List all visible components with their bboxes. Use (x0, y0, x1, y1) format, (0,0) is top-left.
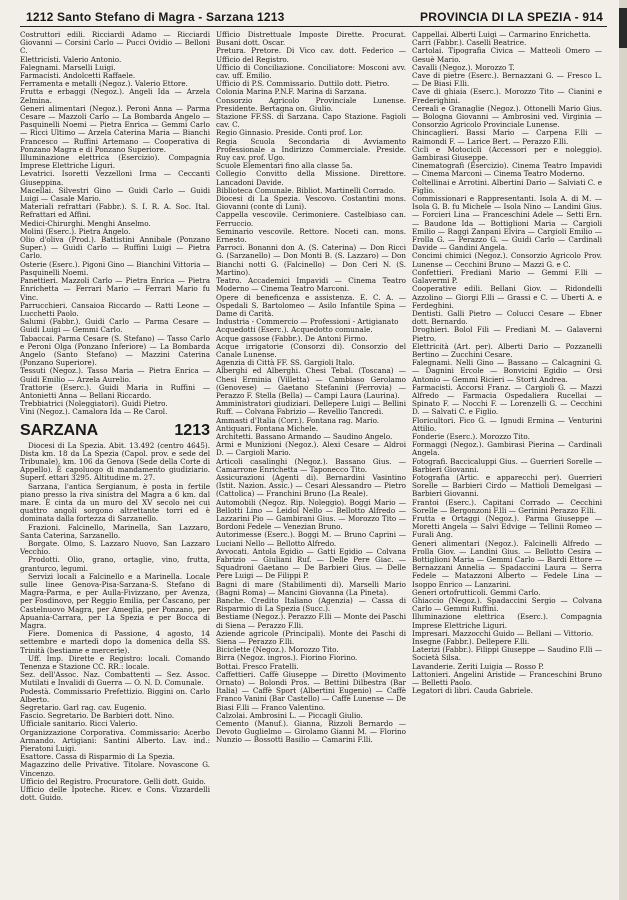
directory-entry: Amministratori giudiziari. Dellepere Luigi — Bellini Ruff. — Colvana Fabrizio — Revellio Tancredi. (216, 399, 406, 417)
directory-entry: Parroci. Bonanni don A. (S. Caterina) — Don Ricci G. (Sarzanello) — Don Monti B. (S. Lazzaro) — Don Bianchi notti G. (Falcinello) — Don Ceri N. (S. Martino). (216, 243, 406, 277)
directory-entry: Birra (Negoz. ingros.). Fiorino Fiorino. (216, 653, 358, 663)
town-description: Prodotti. Olio, grano, ortaglie, vino, frutta, granturco, legumi. (20, 555, 210, 573)
directory-entry: Calzolai. Ambrosini L. — Piccagli Giulio. (216, 710, 363, 720)
header-right: PROVINCIA DI LA SPEZIA - 914 (420, 10, 603, 24)
town-description: Diocesi di La Spezia. Abit. 13.492 (centro 4645). Dista km. 18 da La Spezia (Capol. prov. e sede del Tribunale), km. 106 da Genova (Sede della Corte di Appello). È capoluogo di mandamento giudiziario. Superf. ettari 3295. Altitudine m. 27. (20, 440, 210, 483)
directory-entry: Cappellai. Alberti Luigi — Carmarino Enrichetta. (412, 31, 591, 39)
directory-entry: Frantoi (Eserc.). Capitani Corrado — Cecchini Sorelle — Bergonzoni F.lli — Gerinini Perazzo F.lli. (412, 497, 602, 515)
directory-entry: Consorzio Agricolo Provinciale Lunense. Presidente. Bertagna on. Giulio. (216, 95, 406, 113)
directory-entry: Ufficio del Registro. Procuratore. Gelli dott. Guido. (20, 776, 206, 786)
directory-entry: Trebbiatrici (Noleggiatori). Guidi Pietro. (20, 399, 168, 409)
directory-entry: Antiquari. Fontana Michele. (216, 423, 319, 433)
directory-entry: Agenzia di Città FF. SS. Gargioli Italo. (216, 358, 355, 368)
directory-entry: Cave di pietre (Eserc.). Bernazzani G. — Fresco L. — De Biasi F.lli. (412, 71, 602, 89)
directory-entry: Fotografia (Artic. e apparecchi per). Guerrieri Sorelle — Barbieri Cirdo — Mattioli Demelgasi — Barbieri Giovanni. (412, 472, 602, 499)
directory-entry: Ammasti d'Italia (Corr.). Fontana rag. Mario. (216, 415, 380, 425)
directory-entry: Alberghi ed Alberghi. Chesi Tebal. (Toscana) — Chesi Erminia (Villetta) — Cambiaso Gerolamo (Genovese) — Gaetano Stefanini (Ferrovia) — Perazzo F. Stella (Bella) — Campi Laura (Laurina). (216, 366, 406, 400)
column-2 (216, 31, 406, 897)
directory-entry: Bagni di mare (Stabilimenti di). Marselli Mario (Bagni Roma) — Mancini Giovanna (La Pineta). (216, 579, 406, 597)
directory-entry: Podestà. Commissario Prefettizio. Biggini on. Carlo Alberto. (20, 686, 210, 704)
town-name: SARZANA (20, 421, 99, 439)
directory-entry: Opere di beneficenza e assistenza. E. C. A. — Ospedali S. Bartolomeo — Asilo Infantile Spina — Dame di Carità. (216, 292, 406, 318)
directory-entry: Impresari. Mazzocchi Guido — Bellani — Vittorio. (412, 628, 594, 638)
directory-entry: Levatrici. Isoretti Vezzelloni Irma — Ceccanti Giuseppina. (20, 169, 210, 187)
directory-entry: Acque gassose (Fabbr.). De Antoni Firmo. (216, 333, 368, 343)
directory-entry: Cooperative edili. Bellani Giov. — Ridondelli Azzolino — Giorgi F.lli — Grassi e C. — Uberti A. e Ferdeghini. (412, 284, 602, 310)
directory-entry: Segretario. Garl rag. cav. Eugenio. (20, 703, 147, 713)
directory-entry: Confettieri. Fredianì Mario — Gemmi F.lli — Galavermi P. (412, 267, 602, 286)
directory-entry: Illuminazione elettrica (Eserc.). Compagnia Imprese Elettriche Liguri. (412, 612, 602, 630)
directory-entry: Laterizi (Fabbr.). Filippi Giuseppe — Saudino F.lli — Società Silsa. (412, 645, 602, 663)
directory-entry: Aziende agricole (Principali). Monte dei Paschi di Siena — Perazzo F.lli. (216, 628, 406, 647)
directory-entry: Panettieri. Mazzoli Carlo — Pietra Enrica — Pietra Enrichetta — Ferrari Mario — Ferrari Mario fu Vinc. (20, 276, 210, 302)
directory-entry: Organizzazione Corporativa. Commissario: Acerbo Armando. Artigiani: Santini Alberto. Lav. ind.: Pieratoni Luigi. (20, 727, 210, 754)
town-description: Sarzana, l'antica Sergianum, è posta in fertile piano presso la riva sinistra del Magra a 6 km. dal mare. È cinta da un muro del XV secolo nei cui quattro angoli sorgono altrettante torri ed è dominata dalla fortezza di Sarzanello. (20, 481, 210, 524)
directory-entry: Illuminazione elettrica (Esercizio). Compagnia Imprese Elettriche Liguri. (20, 153, 210, 171)
town-number: 1213 (174, 421, 210, 439)
directory-entry: Generi alimentari (Negoz.). Peroni Anna — Parma Cesare — Mazzoli Carlo — La Bombarda Angelo — Pasquinelli Noemi — Pietra Enrica — Gemmi Carlo — Ricci Ultimo — Arzela Caterina Maria — Bianchi Francesco — Ruffini Artemano — Cooperativa di Ponzano Magra e di Ponzano Superiore. (20, 103, 210, 154)
directory-entry: Fascio. Segretario. De Barbieri dott. Nino. (20, 711, 175, 721)
directory-entry: Colonia Marina P.N.F. Marina di Sarzana. (216, 87, 367, 97)
directory-entry: Cavalli (Negoz.). Morozzo T. (412, 62, 515, 72)
directory-entry: Insegne (Fabbr.). Dellepere F.lli. (412, 637, 530, 647)
directory-entry: Dentisti. Galli Pietro — Colucci Cesare — Ebner dott. Bernardo. (412, 308, 602, 327)
directory-entry: Industria - Commercio — Professioni - Artigianato (216, 317, 399, 327)
town-description: Borgate. Olmo, S. Lazzaro Nuovo, San Lazzaro Vecchio. (20, 538, 210, 557)
directory-entry: Farmacisti. Andolcetti Raffaele. (20, 71, 136, 81)
page-edge (619, 0, 627, 900)
directory-entry: Regia Scuola Secondaria di Avviamento Professionale a Indirizzo Commerciale. Preside. Ruy cav. prof. Ugo. (216, 136, 406, 163)
directory-entry: Biblioteca Comunale. Bibliot. Martinelli Corrado. (216, 185, 396, 195)
directory-entry: Molini (Eserc.). Pietra Angelo. (20, 226, 131, 236)
directory-entry: Ufficio Distrettuale Imposte Dirette. Procurat. Busani dott. Oscar. (216, 31, 406, 48)
directory-entry: Fonderie (Eserc.). Morozzo Tito. (412, 431, 530, 441)
directory-entry: Acquedotti (Eserc.). Acquedotto comunale. (216, 325, 373, 335)
directory-entry: Pretura. Pretore. Di Vico cav. dott. Federico — Ufficio del Registro. (216, 46, 406, 64)
directory-entry: Magazzino delle Privative. Titolare. Novascone G. Vincenzo. (20, 760, 210, 778)
section-title-sarzana (20, 421, 210, 440)
directory-entry: Lavanderie. Zeriti Luigia — Rosso P. (412, 661, 544, 671)
directory-entry: Caffettieri. Caffè Giuseppe — Diretto (Movimento Ornato) — Bolondi Pros. — Bettini Dilbestra (Bar Italia) — Caffè Sport (Albertini Eugenio) — Caffè Franco Vanini (Bar Castello) — Caffè Lunense — De Biasi F.lli — Franco Valentino. (216, 669, 406, 712)
directory-entry: Legatori di libri. Cauda Gabriele. (412, 686, 533, 696)
page-header (20, 10, 607, 27)
directory-entry: Regio Ginnasio. Preside. Conti prof. Lor. (216, 128, 363, 138)
directory-entry: Falegnami. Nelli Gino — Bassano — Calcagnini G. — Dagnini Ercole — Bonvicini Egidio — Orsi Antonio — Gemmi Ricieri — Storti Andrea. (412, 358, 602, 384)
directory-entry: Tessuti (Negoz.). Tasso Maria — Pietra Enrica — Guidi Emilio — Arzela Aurelio. (20, 366, 210, 384)
directory-entry: Diocesi di La Spezia. Vescovo. Costantini mons. Giovanni (conte di Luni). (216, 194, 406, 212)
directory-entry: Scuole Elementari fino alla classe 5a. (216, 161, 353, 171)
directory-entry: Sez. dell'Assoc. Naz. Combattenti — Sez. Assoc. Mutilati e Invalidi di Guerra — O. N. D. Comunale. (20, 670, 210, 688)
directory-entry: Parrucchieri. Cansaioa Riccardo — Ratti Leone — Lucchetti Paolo. (20, 300, 210, 318)
directory-entry: Assicurazioni (Agenti di). Bernardini Vasintino (Istit. Nazion. Assic.) — Cesari Alessandro — Pietro (Cattolica) — Franchini Bruno (La Reale). (216, 472, 406, 499)
header-left: 1212 Santo Stefano di Magra - Sarzana 1213 (26, 10, 285, 24)
directory-entry: Commissionari e Rappresentanti. Isola A. di M. — Isola G. B. fu Michele — Isola Nino — Landini Gius. — Forcieri Lina — Franceschini Adele — Setti Ern. — Baudone Ida — Bottiglioni Maria — Cargioli Emilio — Raggi Zanpani Elvira — Cargioli Emilio — Frolla G. — Perazzo G. — Guidi Carlo — Cardinali Davide — Gandini Angela. (412, 194, 602, 253)
directory-entry: Ghiaccio (Negoz.). Spadaccini Sergio — Colvana Carlo — Gemmi Ruffini. (412, 596, 602, 614)
directory-entry: Generi ortofrutticoli. Gemmi Carlo. (412, 587, 541, 597)
directory-entry: Tabaccai. Parma Cesare (S. Stefano) — Tasso Carlo e Peroni Olga (Ponzano Inferiore) — La Bombarda Angelo (Santo Stefano) — Mazzini Caterina (Ponzano Superiore). (20, 333, 210, 368)
directory-entry: Armi e Munizioni (Negoz.). Alexi Cesare — Aldroi D. — Cargioli Mario. (216, 440, 406, 458)
directory-entry: Cappella vescovile. Cerimoniere. Castelbiaso can. Ferruccio. (216, 210, 406, 228)
directory-entry: Chincaglieri. Bassi Mario — Carpena F.lli — Raimondi F. — Larice Bert. — Perazzo F.lli. (412, 128, 602, 146)
directory-entry: Materiali refrattari (Fabbr.). S. I. R. A. Soc. Ital. Refrattari ed Affini. (20, 202, 210, 220)
column-3 (412, 31, 602, 897)
directory-entry: Vini (Negoz.). Camalora Ida — Re Carol. (20, 407, 168, 417)
directory-entry: Elettricisti. Valerio Antonio. (20, 54, 122, 64)
directory-entry: Trattorie (Eserc.). Guidi Maria in Ruffini — Antonietti Anna — Bellani Riccardo. (20, 382, 210, 400)
directory-entry: Biciclette (Negoz.). Morozzo Tito. (216, 645, 339, 655)
directory-entry: Automobili (Negoz. Rip. Noleggio). Boggi Mario — Bellotti Lino — Leidol Nello — Bellotto Alfredo — Lazzarini Pio — Gambirani Gius. — Morozzo Tito — Bordoni Fedele — Venezian Bruno. (216, 497, 406, 532)
directory-entry: Cicli e Motocicli (Accessori per e noleggio). Gambirasi Giuseppe. (412, 144, 602, 163)
town-description: Servizi locali a Falcinello e a Marinella. Locale sulle linee Genova-Pisa-Sarzana-S. Stefano di Magra-Parma, e per Aulla-Fivizzano, per Avenza, per Fosdinovo, per Reggio Emilia, per Cascano, per Castelnuovo Magra, per Ameglia, per Ponzano, per Apuania-Carrara, per La Spezia e per Bocca di Magra. (20, 571, 210, 631)
directory-entry: Ufficio di P.S. Commissario. Duttilo dott. Pietro. (216, 79, 390, 89)
directory-entry: Teatro. Accademici Impavidi — Cinema Teatro Moderno — Cinema Teatro Marconi. (216, 276, 406, 294)
directory-entry: Ferramenta e metalli (Negoz.). Valerio Ettore. (20, 79, 188, 89)
directory-entry: Esattore. Cassa di Risparmio di La Spezia. (20, 752, 175, 762)
directory-entry: Ufficiale sanitario. Ricci Valerio. (20, 719, 138, 729)
directory-entry: Seminario vescovile. Rettore. Noceti can. mons. Ernesto. (216, 226, 406, 245)
directory-entry: Frutta e erbaggi (Negoz.). Angeli Ida — Arzela Zelmina. (20, 87, 210, 105)
directory-entry: Macellai. Silvestri Gino — Guidi Carlo — Guidi Luigi — Casale Mario. (20, 185, 210, 204)
directory-entry: Droghieri. Bolol Fili — Fredianì M. — Galaverni Pietro. (412, 325, 602, 343)
directory-entry: Autorimesse (Eserc.). Boggi M. — Bruno Caprini — Luciani Nello — Bellotto Alfredo. (216, 530, 406, 548)
column-1 (20, 31, 210, 897)
directory-entry: Farmacisti. Accorsi Franz. — Cargioli G. — Mazzi Alfredo — Farmacia Ospedaliera Rucellai — Spinato F. — Nocchi F. — Lorenzelli G. — Cecchini D. — Salvati C. e Figlio. (412, 382, 602, 417)
directory-entry: Cemento (Manuf.). Gianna, Rizzoli Bernardo — Devoto Guglielmo — Girolamo Gianni M. — Florino Nunzio — Bossotti Basilio — Camarini F.lli. (216, 719, 406, 745)
page-edge-mark (619, 8, 627, 48)
directory-entry: Formaggi (Negoz.). Gambirasi Pierina — Cardinali Angela. (412, 440, 602, 458)
town-description: Fiere. Domenica di Passione, 4 agosto, 14 settembre e martedì dopo la domenica della SS. Trinità (bestiame e mercerie). (20, 629, 210, 655)
directory-entry: Coltellinai e Arrotini. Albertini Dario — Salviati C. e Figlio. (412, 177, 602, 195)
directory-entry: Falegnami. Marselli Luigi. (20, 62, 116, 72)
directory-entry: Cereali e Granaglie (Negoz.). Ottonelli Mario Gius. — Bologna Giovanni — Ambrosini ved. Virginia — Consorzio Agricolo Provinciale Lunense. (412, 103, 602, 130)
directory-entry: Frutta e Ortaggi (Negoz.). Parma Giuseppe — Moretti Angela — Salvi Edvige — Tellinii Romeo — Furali Ang. (412, 513, 602, 540)
directory-entry: Fotografi. Baccicaluppi Gius. — Guerrieri Sorelle — Barbieri Giovanni. (412, 456, 602, 474)
directory-entry: Costruttori edili. Ricciardi Adamo — Ricciardi Giovanni — Corsini Carlo — Pucci Ovidio — Belloni C. (20, 31, 210, 56)
directory-entry: Avvocati. Antola Egidio — Gatti Egidio — Colvana Fabrizio — Giuliani Ruf. — Delle Pere Giac. — Squadroni Gaetano — De Barbieri Gius. — Delle Pere Luigi — De Filippi P. (216, 546, 406, 581)
directory-entry: Cartolai. Tipografia Civica — Matteoli Omero — Gesuè Mario. (412, 46, 602, 64)
directory-entry: Banche. Credito Italiano (Agenzia) — Cassa di Risparmio di La Spezia (Succ.). (216, 596, 406, 614)
directory-entry: Cave di ghiaia (Eserc.). Morozzo Tito — Cianini e Frederighini. (412, 87, 602, 105)
directory-entry: Ufficio delle Ipoteche. Ricev. e Cons. Vizzardelli dott. Guido. (20, 785, 210, 803)
directory-entry: Generi alimentari (Negoz.). Falcinelli Alfredo — Frolla Giov. — Landini Gius. — Bellotto Cesira — Bottiglioni Maria — Gemmi Carlo — Bardi Ettore — Bernazzani Annelia — Spadaccini Laura — Serra Fedele — Matazzoni Alberto — Fedele Lina — Isoppo Enrico — Lanzarini. (412, 538, 602, 589)
directory-entry: Salumi (Fabbr.). Guidi Carlo — Parma Cesare — Guidi Luigi — Gemmi Carlo. (20, 317, 210, 335)
directory-entry: Collegio Convitto della Missione. Direttore. Lancadoni Davide. (216, 169, 406, 187)
directory-entry: Olio d'oliva (Prod.). Battistini Annibale (Ponzano Super.) — Guidi Carlo — Ruffini Luigi — Pietra Carlo. (20, 235, 210, 261)
town-description: Frazioni. Falcinello, Marinella, San Lazzaro, Santa Caterina, Sarzanello. (20, 522, 210, 540)
directory-entry: Ufficio di Conciliazione. Conciliatore: Mosconi avv. cav. uff. Emilio. (216, 62, 406, 81)
directory-entry: Bestiame (Negoz.). Perazzo F.lli — Monte dei Paschi di Siena — Perazzo F.lli. (216, 612, 406, 630)
town-description: Uff. Imp. Dirette e Registro: locali. Comando Tenenza e Stazione CC. RR.: locale. (20, 653, 210, 672)
directory-entry: Bottai. Fresco Fratelli. (216, 661, 299, 671)
directory-entry: Lattonieri. Angelini Aristide — Franceschini Bruno — Belletti Paolo. (412, 669, 602, 688)
directory-entry: Acque irrigatorie (Consorzi di). Consorzio del Canale Lunense. (216, 341, 406, 359)
directory-entry: Architetti. Bassano Armando — Saudino Angelo. (216, 431, 393, 441)
directory-entry: Stazione FF.SS. di Sarzana. Capo Stazione. Fagioli cav. C. (216, 112, 406, 130)
directory-entry: Concimi chimici (Negoz.). Consorzio Agricolo Prov. Lunense — Cecchini Bruno — Mazzi G. e C. (412, 251, 602, 269)
directory-entry: Elettricità (Art. per). Alberti Dario — Pozzanelli Bertino — Zucchini Cesare. (412, 341, 602, 359)
directory-entry: Osterie (Eserc.). Pigoni Gino — Bianchini Vittoria — Pasquinelli Noemi. (20, 259, 210, 277)
directory-entry: Cinematografi (Esercizio). Cinema Teatro Impavidi — Cinema Marconi — Cinema Teatro Moderno. (412, 161, 602, 179)
directory-entry: Floricultori. Fico G. — Ignudi Ermina — Venturini Attilio. (412, 415, 602, 433)
directory-entry: Carri (Fabbr.). Caselli Beatrice. (412, 38, 527, 48)
directory-entry: Articoli casalinghi (Negoz.). Bassano Gius. — Camarrone Enrichetta — Taponecco Tito. (216, 456, 406, 474)
directory-entry: Medici-Chirurghi. Menghi Anselmo. (20, 218, 151, 228)
